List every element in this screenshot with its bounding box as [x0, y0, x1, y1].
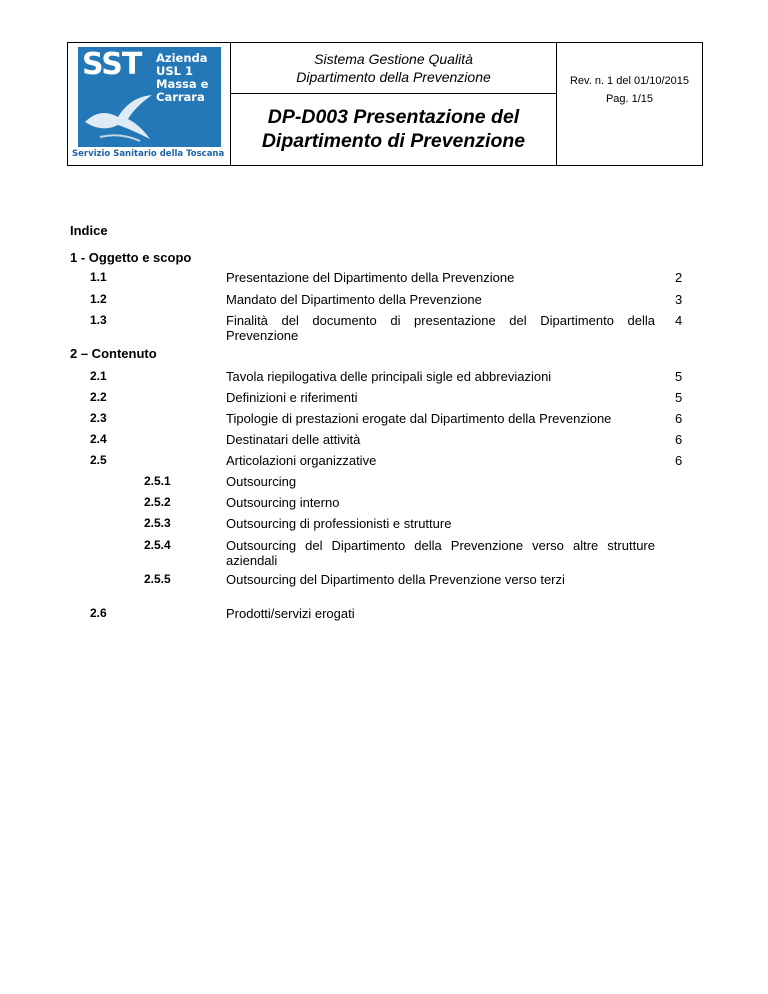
toc-entry-text: Outsourcing: [226, 474, 297, 489]
revision-info: Rev. n. 1 del 01/10/2015: [569, 75, 690, 87]
system-title: Sistema Gestione Qualità: [314, 51, 473, 67]
toc-entry-text: Outsourcing interno: [226, 495, 340, 510]
toc-number: 1.1: [90, 270, 107, 284]
toc-number: 2.4: [90, 432, 107, 446]
document-title-line: Dipartimento di Prevenzione: [261, 130, 526, 152]
toc-page: 3: [675, 292, 683, 307]
system-title-block: [231, 43, 556, 94]
toc-entry-text: Outsourcing del Dipartimento della Prevenzione verso terzi: [226, 572, 565, 587]
toc-number: 2.5.5: [144, 572, 171, 586]
toc-page: 5: [675, 390, 683, 405]
seagull-icon: [80, 77, 160, 147]
toc-entry-text: Articolazioni organizzative: [226, 453, 377, 468]
toc-entry-text: Presentazione del Dipartimento della Prevenzione: [226, 270, 515, 285]
toc-number: 2.3: [90, 411, 107, 425]
toc-entry-text: Prodotti/servizi erogati: [226, 606, 355, 621]
department-name: Dipartimento della Prevenzione: [296, 69, 491, 85]
toc-entry-text-continued: aziendali: [226, 553, 278, 568]
logo-footer-text: Servizio Sanitario della Toscana: [72, 149, 225, 159]
toc-page: 2: [675, 270, 683, 285]
toc-entry-text: Outsourcing del Dipartimento della Prevenzione verso altre strutture: [226, 538, 655, 553]
toc-entry-text: Destinatari delle attività: [226, 432, 361, 447]
toc-number: 2.5.2: [144, 495, 171, 509]
document-title: [231, 93, 556, 165]
toc-number: 2.1: [90, 369, 107, 383]
section-heading: 2 – Contenuto: [70, 346, 157, 361]
logo-sst-text: SST: [82, 47, 142, 82]
toc-number: 2.5.1: [144, 474, 171, 488]
toc-page: 6: [675, 432, 683, 447]
toc-entry-text: Finalità del documento di presentazione del Dipartimento della: [226, 313, 655, 328]
toc-entry-text-continued: Prevenzione: [226, 328, 299, 343]
logo-org-line: USL 1: [156, 64, 193, 78]
toc-page: 6: [675, 411, 683, 426]
document-title-line: DP-D003 Presentazione del: [267, 106, 520, 128]
toc-number: 2.5.3: [144, 516, 171, 530]
toc-number: 2.2: [90, 390, 107, 404]
toc-number: 2.6: [90, 606, 107, 620]
logo-org-line: Azienda: [156, 51, 208, 65]
organization-logo: [78, 47, 221, 147]
logo-org-line: Massa e: [156, 77, 209, 91]
title-cell: [231, 43, 557, 165]
toc-number: 2.5: [90, 453, 107, 467]
section-heading: 1 - Oggetto e scopo: [70, 250, 192, 265]
toc-number: 1.3: [90, 313, 107, 327]
toc-entry-text: Tipologie di prestazioni erogate dal Dipartimento della Prevenzione: [226, 411, 612, 426]
page-number: Pag. 1/15: [605, 93, 654, 105]
toc-entry-text: Definizioni e riferimenti: [226, 390, 358, 405]
toc-number: 2.5.4: [144, 538, 171, 552]
toc-entry-text: Tavola riepilogativa delle principali sigle ed abbreviazioni: [226, 369, 552, 384]
logo-org-name: [156, 52, 208, 104]
logo-cell: [68, 43, 231, 165]
index-heading: Indice: [70, 223, 108, 238]
logo-org-line: Carrara: [156, 90, 205, 104]
toc-page: 4: [675, 313, 683, 328]
toc-entry-text: Outsourcing di professionisti e strutture: [226, 516, 452, 531]
toc-page: 5: [675, 369, 683, 384]
toc-number: 1.2: [90, 292, 107, 306]
revision-cell: [557, 43, 702, 165]
document-header: [67, 42, 703, 166]
toc-page: 6: [675, 453, 683, 468]
toc-entry-text: Mandato del Dipartimento della Prevenzione: [226, 292, 482, 307]
